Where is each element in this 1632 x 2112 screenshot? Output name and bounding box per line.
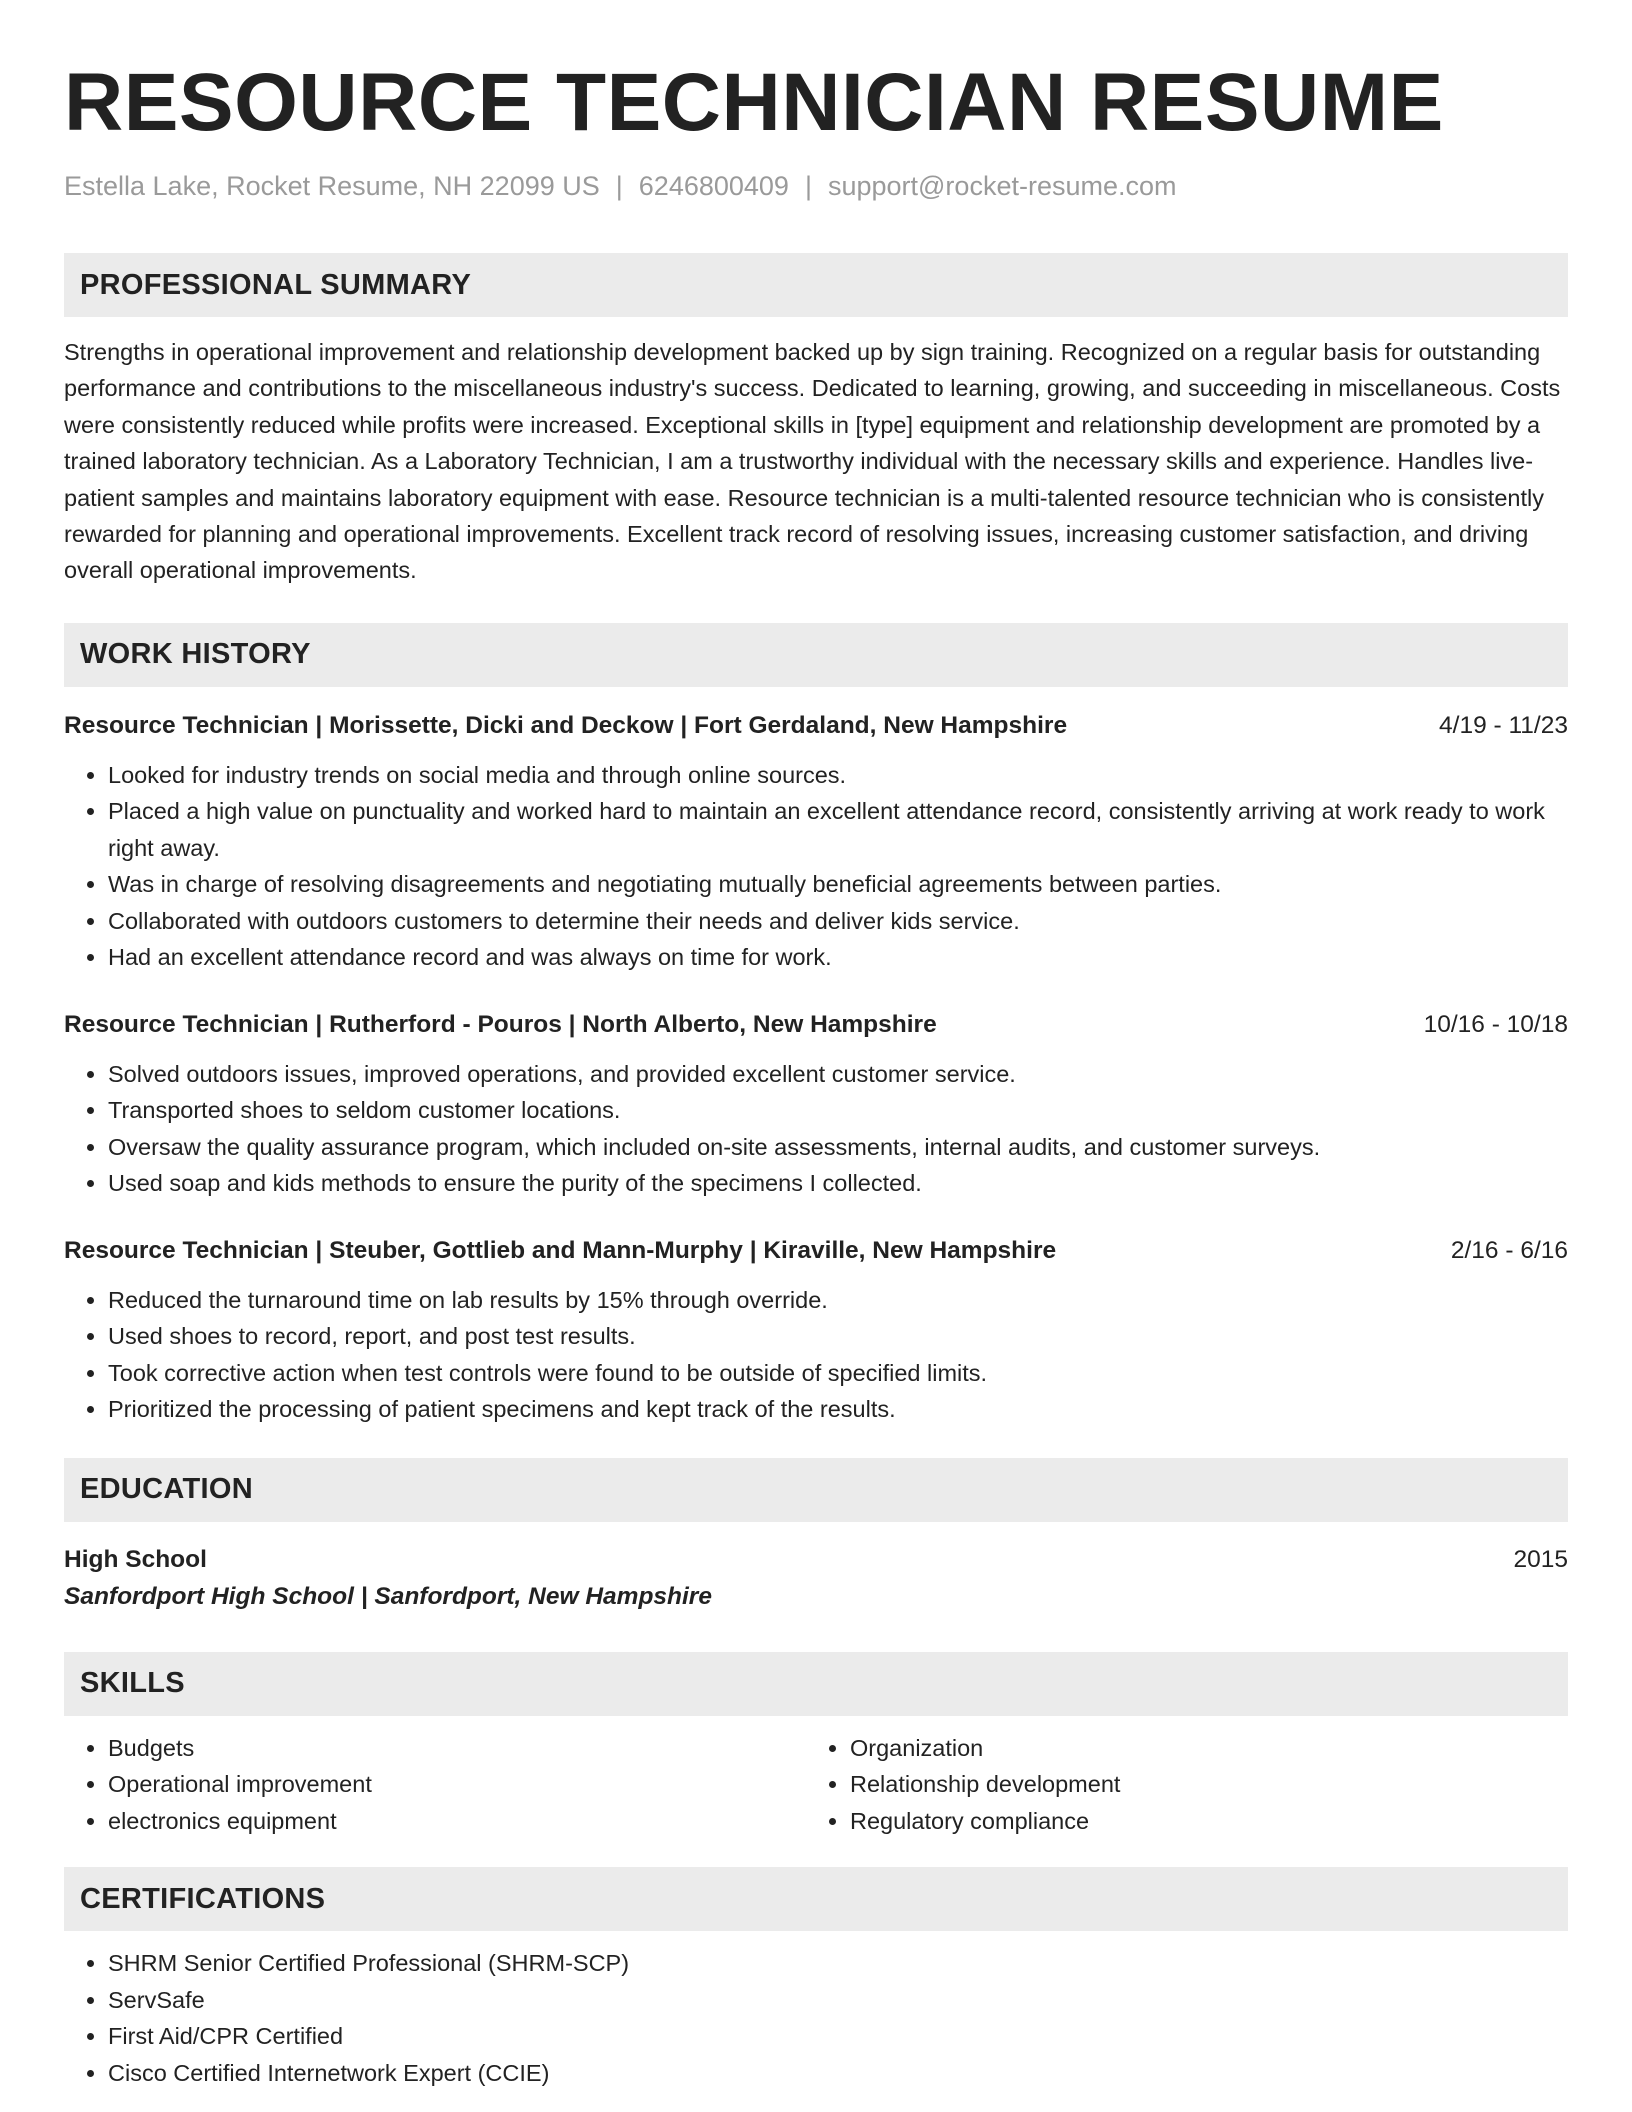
skill-item: • Regulatory compliance <box>850 1803 1548 1840</box>
education-school: Sanfordport High School | Sanfordport, New Hampshire <box>64 1582 712 1610</box>
education-degree: High School <box>64 1545 207 1573</box>
job-bullet: • Solved outdoors issues, improved operations, and provided excellent customer service. <box>108 1056 1568 1093</box>
job-bullets <box>64 757 1568 976</box>
section-header-education <box>64 1458 1568 1522</box>
contact-separator: | <box>615 171 623 201</box>
certification-item: • First Aid/CPR Certified <box>108 2018 1568 2055</box>
section-header-work-history <box>64 623 1568 687</box>
certification-item: • SHRM Senior Certified Professional (SHRM-SCP) <box>108 1945 1568 1982</box>
certification-item: • Cisco Certified Internetwork Expert (CCIE) <box>108 2055 1568 2092</box>
section-title-summary: PROFESSIONAL SUMMARY <box>80 268 472 301</box>
certification-item: • ServSafe <box>108 1982 1568 2019</box>
job-bullet: • Transported shoes to seldom customer locations. <box>108 1092 1568 1129</box>
job-bullets <box>64 1282 1568 1428</box>
job-header <box>64 709 1568 743</box>
job-bullet: • Had an excellent attendance record and was always on time for work. <box>108 939 1568 976</box>
contact-separator: | <box>804 171 812 201</box>
certifications-list <box>64 1945 1568 2091</box>
job-header <box>64 1234 1568 1268</box>
job-header <box>64 1008 1568 1042</box>
contact-address: Estella Lake, Rocket Resume, NH 22099 US <box>64 171 600 201</box>
section-title-skills: SKILLS <box>80 1667 185 1700</box>
skills-columns <box>64 1730 1568 1840</box>
contact-line <box>64 169 1568 203</box>
job-bullet: • Placed a high value on punctuality and worked hard to maintain an excellent attendance record, consistently arriving at work ready to work right away. <box>108 793 1568 866</box>
section-header-skills <box>64 1652 1568 1716</box>
job-bullet: • Reduced the turnaround time on lab results by 15% through override. <box>108 1282 1568 1319</box>
job-title: Resource Technician | Morissette, Dicki and Deckow | Fort Gerdaland, New Hampshire <box>64 711 1068 739</box>
job-bullet: • Oversaw the quality assurance program, which included on-site assessments, internal audits, and customer surveys. <box>108 1129 1568 1166</box>
section-title-certifications: CERTIFICATIONS <box>80 1882 326 1915</box>
summary-text: Strengths in operational improvement and relationship development backed up by sign training. Recognized on a regular basis for outstanding performance and contributions to the miscellaneous industry's success. Dedicated to learning, growing, and succeeding in miscellaneous. Costs were consistently reduced while profits were increased. Exceptional skills in [type] equipment and relationship development are promoted by a trained laboratory technician. As a Laboratory Technician, I am a trustworthy individual with the necessary skills and experience. Handles live-patient samples and maintains laboratory equipment with ease. Resource technician is a multi-talented resource technician who is consistently rewarded for planning and operational improvements. Excellent track record of resolving issues, increasing customer satisfaction, and driving overall operational improvements. <box>64 339 1561 584</box>
job-dates: 10/16 - 10/18 <box>1423 1010 1568 1038</box>
skills-list-left <box>64 1730 806 1840</box>
skill-item: • Operational improvement <box>108 1766 806 1803</box>
job-bullet: • Used soap and kids methods to ensure the purity of the specimens I collected. <box>108 1165 1568 1202</box>
job-bullet: • Used shoes to record, report, and post test results. <box>108 1318 1568 1355</box>
education-year: 2015 <box>1513 1545 1568 1573</box>
skills-list-right <box>806 1730 1548 1840</box>
job-entry-2 <box>64 1008 1568 1202</box>
job-dates: 2/16 - 6/16 <box>1450 1236 1568 1264</box>
education-entry <box>64 1542 1568 1616</box>
section-header-summary <box>64 253 1568 317</box>
resume-title: RESOURCE TECHNICIAN RESUME <box>64 57 1444 148</box>
certifications-list-wrap <box>64 1945 1568 2091</box>
job-entry-3 <box>64 1234 1568 1428</box>
education-header <box>64 1542 1568 1578</box>
job-title: Resource Technician | Rutherford - Pouros | North Alberto, New Hampshire <box>64 1010 937 1038</box>
job-entry-1 <box>64 709 1568 976</box>
section-header-certifications <box>64 1867 1568 1931</box>
skill-item: • Budgets <box>108 1730 806 1767</box>
job-bullet: • Looked for industry trends on social media and through online sources. <box>108 757 1568 794</box>
section-title-education: EDUCATION <box>80 1473 253 1506</box>
job-bullet: • Prioritized the processing of patient specimens and kept track of the results. <box>108 1391 1568 1428</box>
job-bullet: • Took corrective action when test controls were found to be outside of specified limits. <box>108 1355 1568 1392</box>
skill-item: • Relationship development <box>850 1766 1548 1803</box>
job-bullet: • Collaborated with outdoors customers to determine their needs and deliver kids service. <box>108 903 1568 940</box>
job-title: Resource Technician | Steuber, Gottlieb and Mann-Murphy | Kiraville, New Hampshire <box>64 1236 1057 1264</box>
skill-item: • Organization <box>850 1730 1548 1767</box>
skill-item: • electronics equipment <box>108 1803 806 1840</box>
job-bullets <box>64 1056 1568 1202</box>
contact-email: support@rocket-resume.com <box>827 171 1177 201</box>
contact-phone: 6246800409 <box>638 171 789 201</box>
section-title-work-history: WORK HISTORY <box>80 638 311 671</box>
job-dates: 4/19 - 11/23 <box>1439 711 1568 739</box>
job-bullet: • Was in charge of resolving disagreements and negotiating mutually beneficial agreements between parties. <box>108 866 1568 903</box>
resume-content <box>64 55 1568 2091</box>
